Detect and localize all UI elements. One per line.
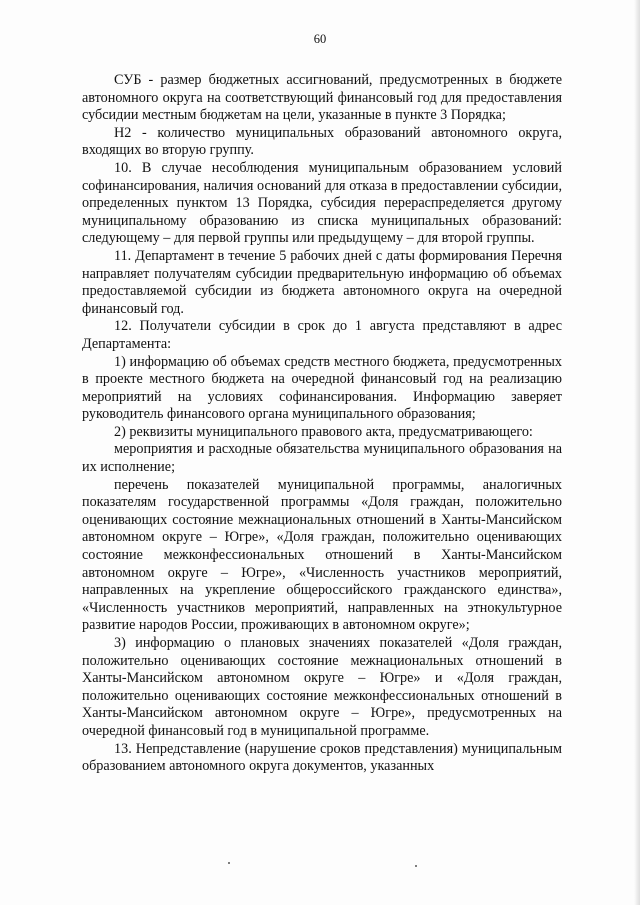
- paragraph-item-11: 11. Департамент в течение 5 рабочих дней с даты формирования Перечня направляет получателям субсидии предварительную информацию об объемах предоставляемой субсидии из бюджета автономного округа на очередной финансовый год.: [82, 247, 562, 317]
- page-edge-shadow: [634, 0, 640, 905]
- scan-speck: [415, 865, 417, 867]
- paragraph-item-12-2: 2) реквизиты муниципального правового акта, предусматривающего:: [114, 423, 533, 440]
- paragraph-item-12-3: 3) информацию о плановых значениях показателей «Доля граждан, положительно оценивающих состояние межнациональных отношений в Ханты-Мансийском автономном округе – Югре» и «Доля граждан, положительно оценивающих состояние межконфессиональных отношений в Ханты-Мансийском автономном округе – Югре», предусмотренных на очередной финансовый год в муниципальной программе.: [82, 635, 562, 739]
- scan-speck: [228, 862, 230, 864]
- paragraph-item-13: 13. Непредставление (нарушение сроков представления) муниципальным образованием автономного округа документов, указанных: [82, 740, 562, 775]
- paragraph-sub-definition: СУБ - размер бюджетных ассигнований, предусмотренных в бюджете автономного округа на соответствующий финансовый год для предоставления субсидии местным бюджетам на цели, указанные в пункте 3 Порядка;: [82, 72, 562, 124]
- paragraph-item-12: 12. Получатели субсидии в срок до 1 августа представляют в адрес Департамента:: [82, 318, 562, 352]
- paragraph-item-10: 10. В случае несоблюдения муниципальным образованием условий софинансирования, наличия оснований для отказа в предоставлении субсидии, определенных пунктом 13 Порядка, субсидия перераспределяется другому муниципальному образованию из списка муниципальных образований: следующему – для первой группы или предыдущему – для второй группы.: [82, 159, 562, 247]
- page-number: 60: [313, 32, 327, 46]
- paragraph-activities: мероприятия и расходные обязательства муниципального образования на их исполнение;: [82, 441, 562, 476]
- document-body: [82, 72, 562, 776]
- paragraph-item-12-1: 1) информацию об объемах средств местного бюджета, предусмотренных в проекте местного бюджета на очередной финансовый год на реализацию мероприятий на условиях софинансирования. Информацию заверяет руководитель финансового органа муниципального образования;: [82, 353, 562, 423]
- paragraph-n2-definition: Н2 - количество муниципальных образований автономного округа, входящих во вторую группу.: [82, 124, 562, 159]
- paragraph-indicators-list: перечень показателей муниципальной программы, аналогичных показателям государственной программы «Доля граждан, положительно оценивающих состояние межнациональных отношений в Ханты-Мансийском автономном округе – Югре», «Доля граждан, положительно оценивающих состояние межконфессиональных отношений в Ханты-Мансийском автономном округе – Югре», «Численность участников мероприятий, направленных на укрепление общероссийского гражданского единства», «Численность участников мероприятий, направленных на этнокультурное развитие народов России, проживающих в автономном округе»;: [82, 476, 562, 634]
